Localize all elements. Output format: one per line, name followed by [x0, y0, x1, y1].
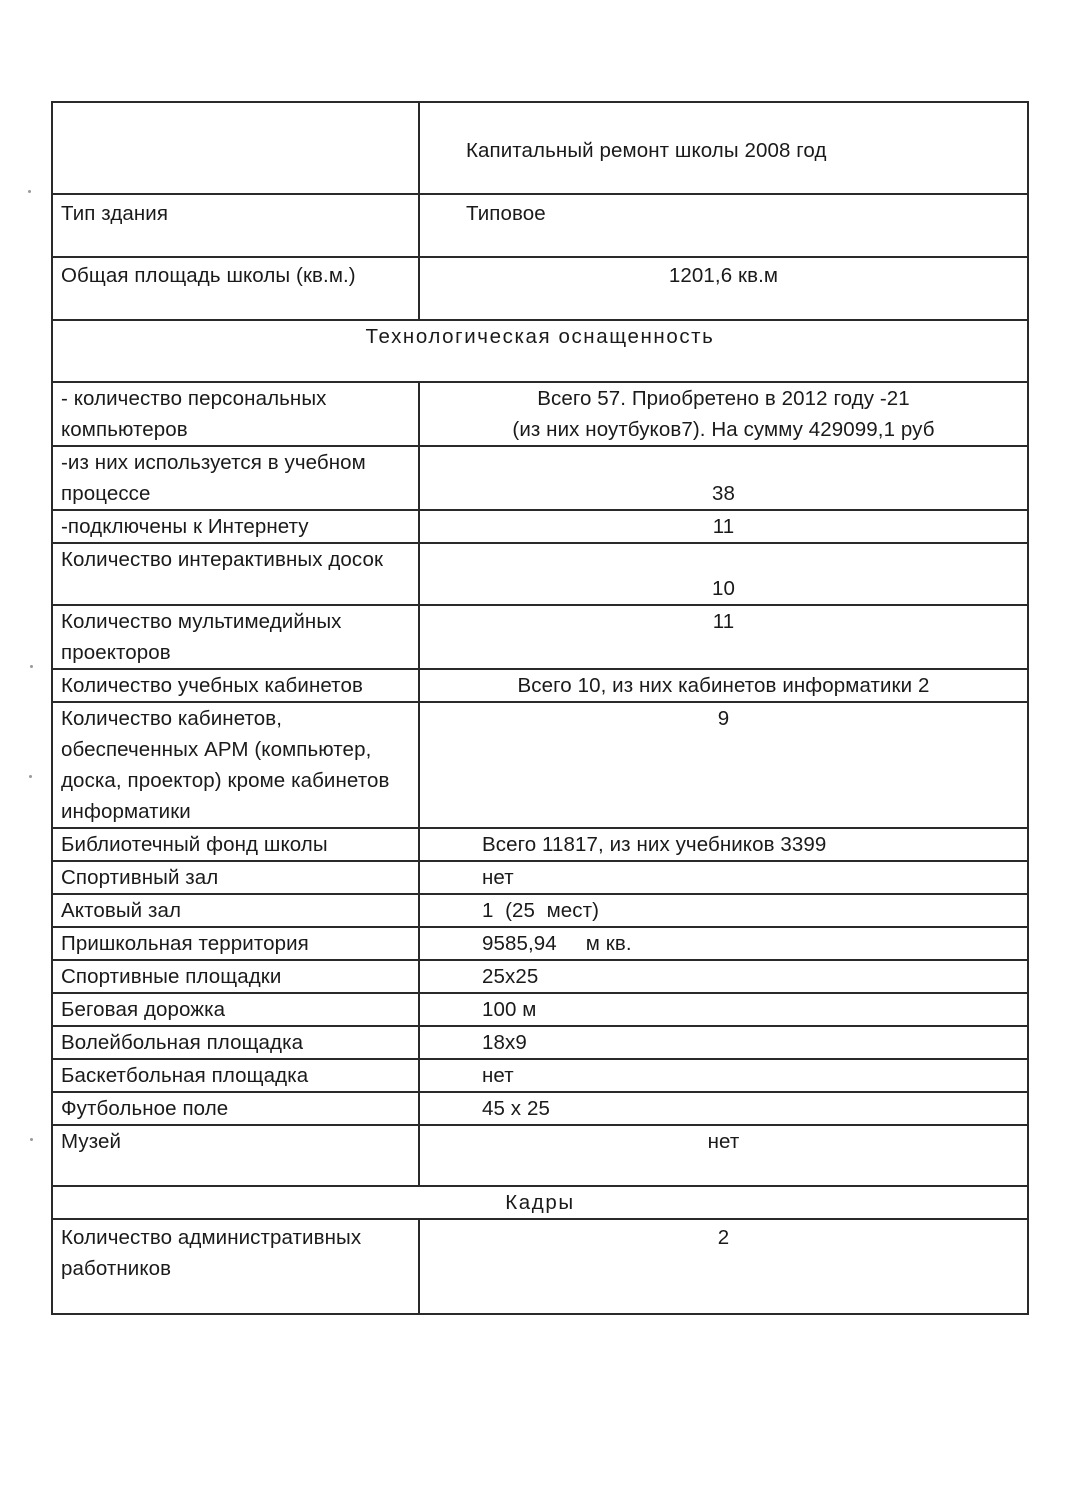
row-label: Беговая дорожка	[52, 993, 419, 1026]
table-row	[52, 702, 1028, 828]
table-row	[52, 669, 1028, 702]
row-value: Всего 11817, из них учебников 3399	[419, 828, 1028, 861]
table-row	[52, 446, 1028, 510]
row-value: 11	[419, 605, 1028, 669]
row-label: Музей	[52, 1125, 419, 1186]
table-row	[52, 543, 1028, 605]
row-label: Спортивные площадки	[52, 960, 419, 993]
row-value: 1201,6 кв.м	[419, 257, 1028, 320]
table-row	[52, 257, 1028, 320]
table-row	[52, 194, 1028, 257]
row-value: 25х25	[419, 960, 1028, 993]
row-value: 18х9	[419, 1026, 1028, 1059]
row-value: нет	[419, 1125, 1028, 1186]
row-label: Актовый зал	[52, 894, 419, 927]
section-row-tech	[52, 320, 1028, 382]
table-row	[52, 861, 1028, 894]
row-label: Спортивный зал	[52, 861, 419, 894]
row-label: Тип здания	[52, 194, 419, 257]
table-row	[52, 828, 1028, 861]
row-label: -из них используется в учебном процессе	[52, 446, 419, 510]
row-label: Количество учебных кабинетов	[52, 669, 419, 702]
row-label: Количество интерактивных досок	[52, 543, 419, 605]
table-row	[52, 510, 1028, 543]
row-value: Типовое	[419, 194, 1028, 257]
school-info-table	[51, 101, 1029, 1315]
row-label: Общая площадь школы (кв.м.)	[52, 257, 419, 320]
row-label: Количество кабинетов, обеспеченных АРМ (компьютер, доска, проектор) кроме кабинетов информатики	[52, 702, 419, 828]
scan-speck	[29, 775, 32, 778]
table-row	[52, 382, 1028, 446]
row-label: Волейбольная площадка	[52, 1026, 419, 1059]
scan-speck	[30, 665, 33, 668]
header-label-cell	[52, 102, 419, 194]
row-label: Футбольное поле	[52, 1092, 419, 1125]
table-row-header	[52, 102, 1028, 194]
row-value: 38	[419, 446, 1028, 510]
row-label: - количество персональных компьютеров	[52, 382, 419, 446]
row-value-line: (из них ноутбуков7). На сумму 429099,1 руб	[512, 418, 935, 441]
row-value: 10	[419, 543, 1028, 605]
row-value: 2	[419, 1219, 1028, 1314]
section-row-staff	[52, 1186, 1028, 1219]
row-label: Пришкольная территория	[52, 927, 419, 960]
row-value: 11	[419, 510, 1028, 543]
table-row	[52, 605, 1028, 669]
row-label: Количество административных работников	[52, 1219, 419, 1314]
row-value: нет	[419, 1059, 1028, 1092]
table-row	[52, 1059, 1028, 1092]
table-row	[52, 960, 1028, 993]
section-heading: Кадры	[52, 1186, 1028, 1219]
table-row	[52, 1026, 1028, 1059]
row-value	[419, 382, 1028, 446]
row-value: нет	[419, 861, 1028, 894]
row-label: Библиотечный фонд школы	[52, 828, 419, 861]
row-value: Всего 10, из них кабинетов информатики 2	[419, 669, 1028, 702]
row-value: 9	[419, 702, 1028, 828]
row-value: 1 (25 мест)	[419, 894, 1028, 927]
row-value: 100 м	[419, 993, 1028, 1026]
scan-speck	[30, 1138, 33, 1141]
row-value: 45 х 25	[419, 1092, 1028, 1125]
section-heading: Технологическая оснащенность	[52, 320, 1028, 382]
row-label: Баскетбольная площадка	[52, 1059, 419, 1092]
row-label: Количество мультимедийных проекторов	[52, 605, 419, 669]
row-value: 9585,94 м кв.	[419, 927, 1028, 960]
table-row	[52, 1125, 1028, 1186]
table-row	[52, 1219, 1028, 1314]
table-row	[52, 993, 1028, 1026]
scan-speck	[28, 190, 31, 193]
table-row	[52, 894, 1028, 927]
header-value-cell: Капитальный ремонт школы 2008 год	[419, 102, 1028, 194]
table-row	[52, 1092, 1028, 1125]
row-value-line: Всего 57. Приобретено в 2012 году -21	[537, 387, 910, 410]
row-label: -подключены к Интернету	[52, 510, 419, 543]
table-row	[52, 927, 1028, 960]
